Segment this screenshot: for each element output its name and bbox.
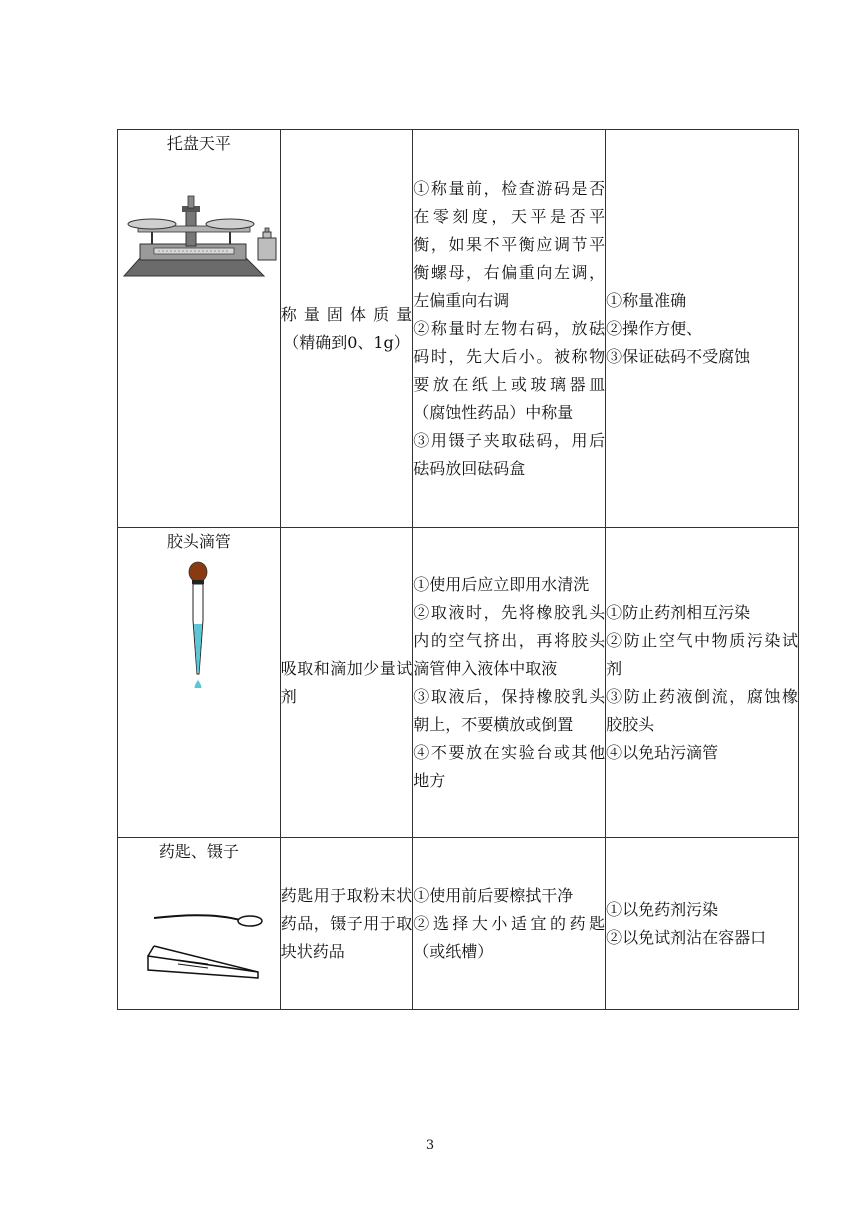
purpose-cell xyxy=(280,838,413,1010)
reasons-cell xyxy=(606,528,799,838)
reasons-cell xyxy=(606,838,799,1010)
notes-cell xyxy=(413,838,606,1010)
reason-item: ③防止药液倒流，腐蚀橡胶胶头 xyxy=(606,686,798,734)
reason-item: ①防止药剂相互污染 xyxy=(606,602,751,622)
reasons-cell xyxy=(606,130,799,528)
instrument-cell xyxy=(118,528,281,838)
note-item: ②取液时，先将橡胶乳头内的空气挤出，再将胶头滴管伸入液体中取液 xyxy=(413,602,606,678)
note-item: ④不要放在实验台或其他地方 xyxy=(413,742,606,790)
reason-item: ④以免玷污滴管 xyxy=(606,742,719,762)
spoon-tweezers-icon xyxy=(118,874,278,994)
purpose-cell xyxy=(280,528,413,838)
instrument-name: 药匙、镊子 xyxy=(158,842,239,861)
purpose-text: 吸取和滴加少量试剂 xyxy=(280,658,413,706)
purpose-cell xyxy=(280,130,413,528)
instrument-table xyxy=(117,129,799,1010)
instrument-cell xyxy=(118,130,281,528)
note-item: ③用镊子夹取砝码，用后砝码放回砝码盒 xyxy=(413,430,606,478)
table-row xyxy=(118,838,799,1010)
balance-icon xyxy=(118,166,278,286)
note-item: ①称量前，检查游码是否在零刻度，天平是否平衡，如果不平衡应调节平衡螺母，右偏重向左调，左偏重向右调 xyxy=(413,178,606,310)
reason-item: ①称量准确 xyxy=(606,290,687,310)
purpose-line: 称量固体质量 xyxy=(280,304,413,324)
instrument-name: 托盘天平 xyxy=(166,134,231,153)
notes-cell xyxy=(413,130,606,528)
instrument-cell xyxy=(118,838,281,1010)
note-item: ②称量时左物右码，放砝码时，先大后小。被称物要放在纸上或玻璃器皿（腐蚀性药品）中称量 xyxy=(413,318,606,422)
reason-item: ②操作方便、 xyxy=(606,318,703,338)
reason-item: ②以免试剂沾在容器口 xyxy=(606,927,767,947)
instrument-name: 胶头滴管 xyxy=(166,532,231,551)
dropper-icon xyxy=(118,558,278,688)
note-item: ③取液后，保持橡胶乳头朝上，不要横放或倒置 xyxy=(413,686,606,734)
reason-item: ①以免药剂污染 xyxy=(606,899,719,919)
reason-item: ②防止空气中物质污染试剂 xyxy=(606,630,798,678)
note-item: ①使用前后要檫拭干净 xyxy=(413,885,574,905)
note-item: ②选择大小适宜的药匙（或纸槽） xyxy=(413,913,606,961)
purpose-text: 药匙用于取粉末状药品，镊子用于取块状药品 xyxy=(280,885,413,961)
note-item: ①使用后应立即用水清洗 xyxy=(413,574,590,594)
notes-cell xyxy=(413,528,606,838)
table-row xyxy=(118,130,799,528)
page-number: 3 xyxy=(425,1138,435,1153)
reason-item: ③保证砝码不受腐蚀 xyxy=(606,346,751,366)
table-row xyxy=(118,528,799,838)
purpose-line: （精确到0、1g） xyxy=(283,332,410,352)
